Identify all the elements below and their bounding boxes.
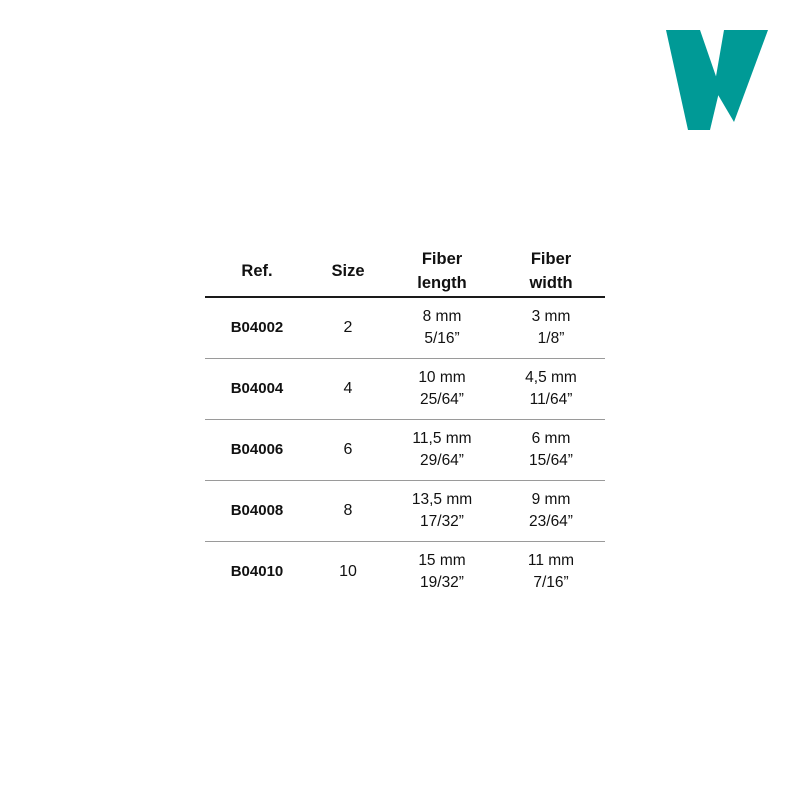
cell-fiber-width-mm: 3 mm	[531, 308, 571, 326]
column-header-fiber-length	[387, 248, 497, 297]
cell-fiber-length	[387, 297, 497, 359]
cell-fiber-width	[497, 358, 605, 419]
cell-fiber-length	[387, 419, 497, 480]
cell-fiber-width-mm: 9 mm	[531, 491, 571, 509]
table-row	[205, 480, 605, 541]
cell-fiber-width	[497, 541, 605, 602]
cell-fiber-width-in: 7/16”	[533, 573, 569, 591]
cell-fiber-width	[497, 297, 605, 359]
cell-size: 10	[339, 562, 357, 580]
cell-fiber-length-mm: 15 mm	[418, 552, 466, 570]
cell-fiber-width-in: 1/8”	[537, 329, 565, 347]
cell-fiber-width	[497, 480, 605, 541]
spec-table-container	[205, 248, 605, 602]
cell-ref: B04010	[230, 563, 284, 581]
cell-fiber-length	[387, 358, 497, 419]
table-header	[205, 248, 605, 297]
cell-size: 2	[343, 318, 353, 336]
cell-fiber-length	[387, 480, 497, 541]
cell-fiber-width-mm: 6 mm	[531, 430, 571, 448]
table-row	[205, 358, 605, 419]
cell-ref: B04004	[230, 380, 284, 398]
cell-fiber-length-in: 17/32”	[420, 512, 464, 530]
cell-fiber-width-mm: 4,5 mm	[525, 369, 577, 387]
header-row	[205, 248, 605, 297]
cell-fiber-length-in: 19/32”	[420, 573, 464, 591]
cell-fiber-width-in: 23/64”	[529, 512, 573, 530]
column-header-fiber-width-line2: width	[529, 273, 573, 292]
spec-table	[205, 248, 605, 602]
table-row	[205, 297, 605, 359]
table-row	[205, 541, 605, 602]
cell-fiber-width-mm: 11 mm	[527, 552, 575, 570]
column-header-ref-line1: Ref.	[241, 261, 273, 280]
cell-size: 6	[343, 440, 353, 458]
cell-size: 4	[343, 379, 353, 397]
cell-ref: B04008	[230, 502, 284, 520]
cell-fiber-length	[387, 541, 497, 602]
cell-ref: B04002	[230, 319, 284, 337]
column-header-size-line1: Size	[331, 261, 365, 280]
column-header-fiber-width-line1: Fiber	[530, 250, 572, 268]
column-header-fiber-length-line2: length	[417, 273, 467, 292]
cell-fiber-width	[497, 419, 605, 480]
column-header-ref	[205, 248, 309, 297]
cell-fiber-length-in: 25/64”	[420, 390, 464, 408]
cell-fiber-length-mm: 13,5 mm	[411, 491, 473, 509]
cell-fiber-length-in: 5/16”	[424, 329, 460, 347]
table-body	[205, 297, 605, 602]
column-header-fiber-width	[497, 248, 605, 297]
column-header-fiber-length-line1: Fiber	[421, 250, 463, 268]
cell-fiber-length-mm: 8 mm	[422, 308, 462, 326]
cell-fiber-length-mm: 11,5 mm	[412, 430, 472, 448]
brand-logo	[662, 26, 772, 136]
cell-size: 8	[343, 501, 353, 519]
cell-fiber-length-in: 29/64”	[420, 451, 464, 469]
column-header-size	[309, 248, 387, 297]
table-row	[205, 419, 605, 480]
cell-ref: B04006	[230, 441, 284, 459]
cell-fiber-width-in: 11/64”	[529, 390, 573, 408]
cell-fiber-length-mm: 10 mm	[418, 369, 466, 387]
cell-fiber-width-in: 15/64”	[529, 451, 573, 469]
